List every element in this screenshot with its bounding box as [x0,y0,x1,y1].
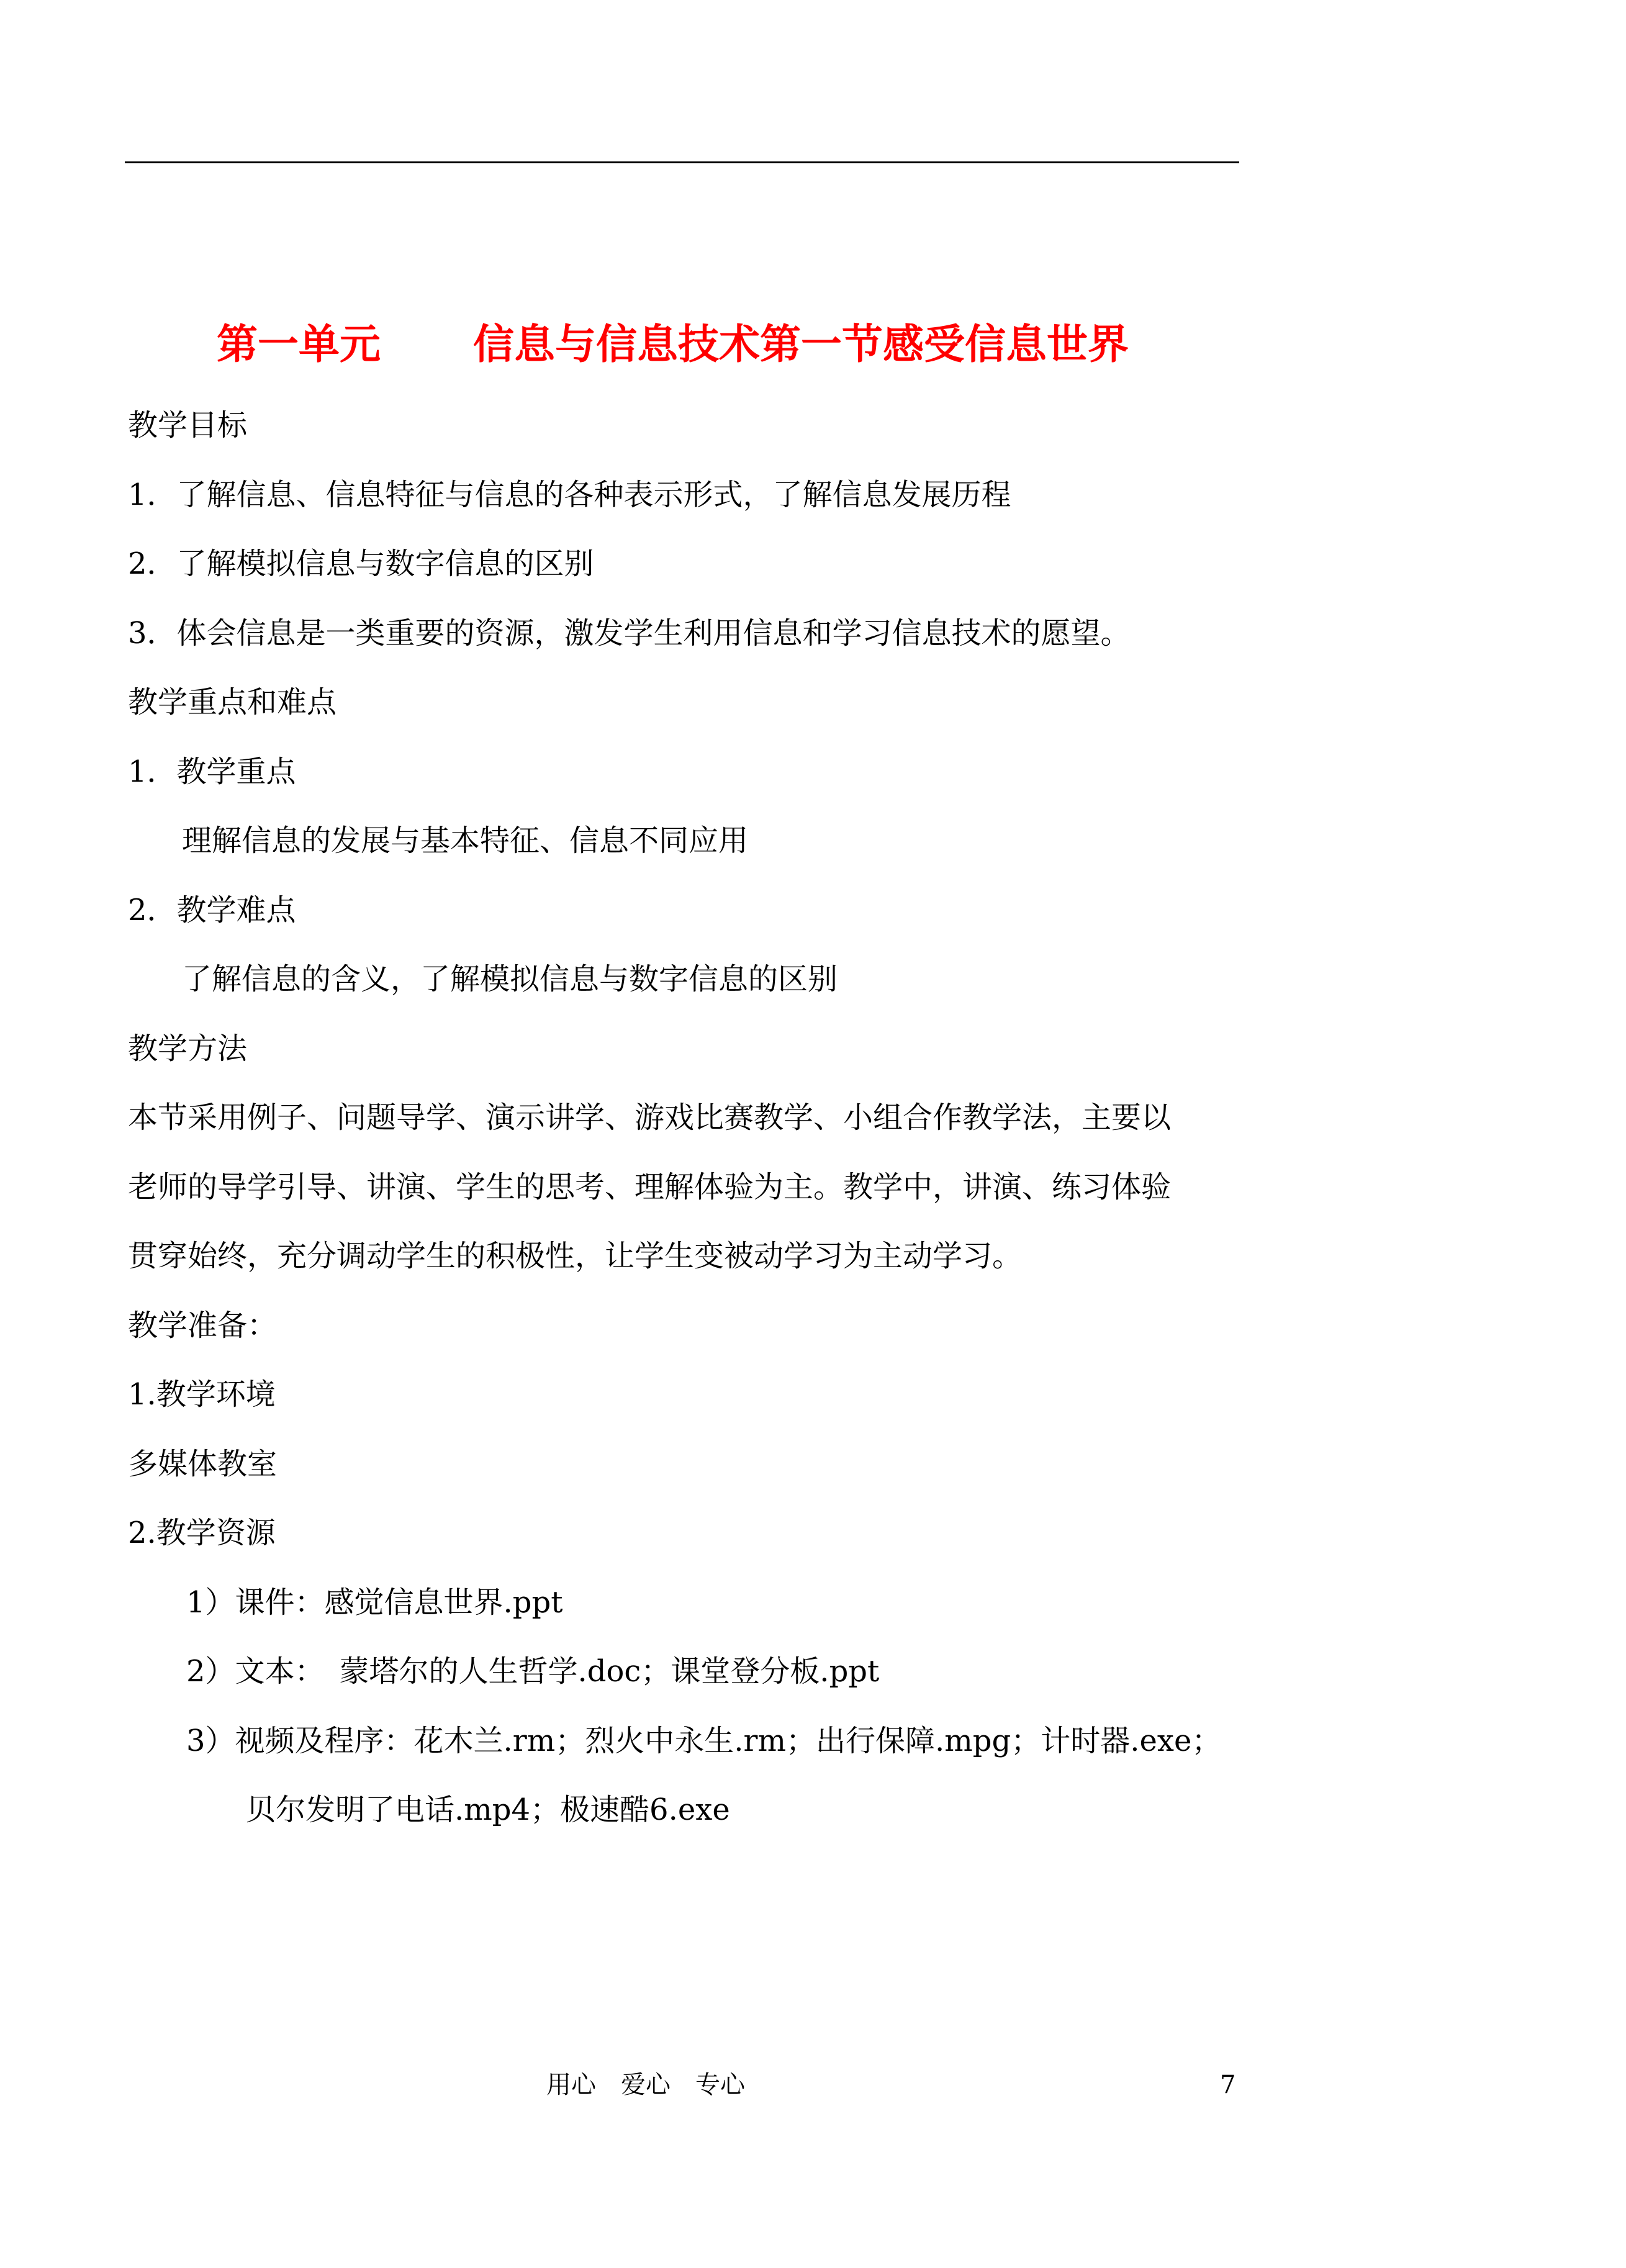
footer-motto: 用心 爱心 专心 [546,2071,745,2099]
objective-3: 3．体会信息是一类重要的资源，激发学生利用信息和学习信息技术的愿望。 [128,616,1131,651]
environment-text: 多媒体教室 [128,1447,278,1481]
difficulty-label: 2．教学难点 [128,893,296,928]
methods-line-2: 老师的导学引导、讲演、学生的思考、理解体验为主。教学中，讲演、练习体验 [128,1170,1172,1204]
lesson-title [0,314,1626,376]
environment-label: 1.教学环境 [128,1377,276,1412]
heading-key-points: 教学重点和难点 [128,685,337,720]
objective-2: 2．了解模拟信息与数字信息的区别 [128,546,594,581]
resource-video-programs-cont: 贝尔发明了电话.mp4；极速酷6.exe [246,1792,730,1827]
heading-objectives: 教学目标 [128,408,248,443]
objective-1: 1．了解信息、信息特征与信息的各种表示形式，了解信息发展历程 [128,477,1011,512]
difficulty-text: 了解信息的含义，了解模拟信息与数字信息的区别 [182,962,838,996]
resources-label: 2.教学资源 [128,1516,276,1550]
resource-courseware: 1）课件：感觉信息世界.ppt [186,1585,563,1620]
header-rule [125,161,1239,163]
page-number: 7 [1220,2071,1236,2099]
heading-preparation: 教学准备： [128,1308,278,1343]
title-subject: 信息与信息技术第一节感受信息世界 [473,320,1129,368]
resource-video-programs: 3）视频及程序：花木兰.rm；烈火中永生.rm；出行保障.mpg；计时器.exe； [186,1724,1222,1758]
heading-methods: 教学方法 [128,1031,248,1066]
resource-text: 2）文本： 蒙塔尔的人生哲学.doc；课堂登分板.ppt [186,1654,880,1689]
methods-line-3: 贯穿始终，充分调动学生的积极性，让学生变被动学习为主动学习。 [128,1239,1023,1273]
title-unit: 第一单元 [217,320,381,368]
key-point-text: 理解信息的发展与基本特征、信息不同应用 [182,823,749,858]
key-point-label: 1．教学重点 [128,754,296,789]
methods-line-1: 本节采用例子、问题导学、演示讲学、游戏比赛教学、小组合作教学法，主要以 [128,1100,1172,1135]
